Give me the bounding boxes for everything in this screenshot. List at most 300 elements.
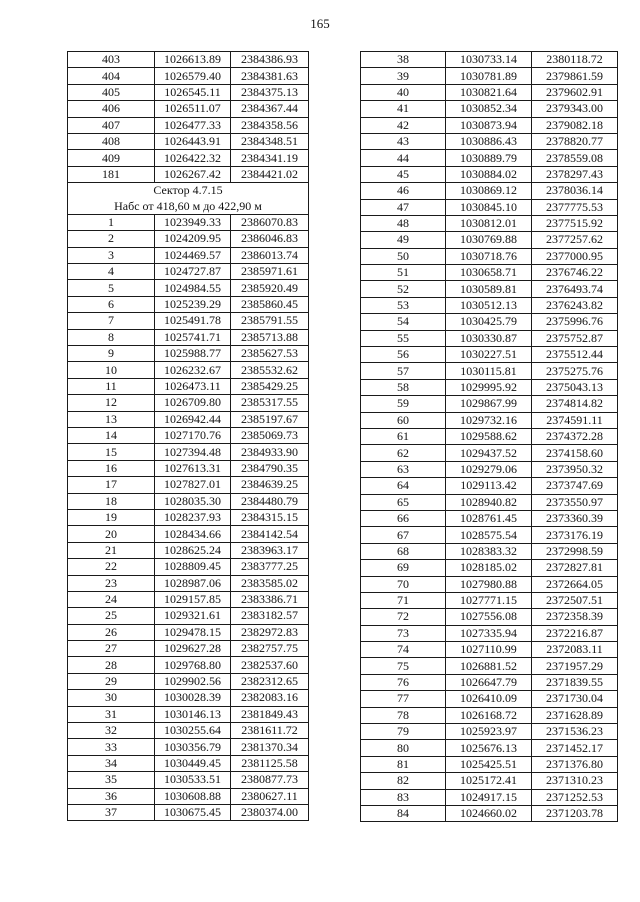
x-coordinate-cell: 1025741.71: [155, 329, 231, 345]
point-number-cell: 37: [68, 804, 155, 820]
point-number-cell: 2: [68, 231, 155, 247]
x-coordinate-cell: 1025988.77: [155, 346, 231, 362]
table-row: [68, 755, 309, 771]
point-number-cell: 28: [68, 657, 155, 673]
y-coordinate-cell: 2371452.17: [532, 740, 618, 756]
table-row: [68, 280, 309, 296]
y-coordinate-cell: 2371839.55: [532, 674, 618, 690]
table-row: [361, 510, 618, 526]
x-coordinate-cell: 1030733.14: [446, 52, 532, 68]
y-coordinate-cell: 2385627.53: [231, 346, 309, 362]
point-number-cell: 71: [361, 592, 446, 608]
y-coordinate-cell: 2379343.00: [532, 101, 618, 117]
point-number-cell: 9: [68, 346, 155, 362]
x-coordinate-cell: 1030889.79: [446, 150, 532, 166]
x-coordinate-cell: 1028987.06: [155, 575, 231, 591]
x-coordinate-cell: 1030821.64: [446, 84, 532, 100]
point-number-cell: 57: [361, 363, 446, 379]
y-coordinate-cell: 2378297.43: [532, 166, 618, 182]
x-coordinate-cell: 1030675.45: [155, 804, 231, 820]
table-row: [68, 706, 309, 722]
y-coordinate-cell: 2384790.35: [231, 460, 309, 476]
y-coordinate-cell: 2385317.55: [231, 395, 309, 411]
table-row: [361, 789, 618, 805]
table-row: [68, 690, 309, 706]
x-coordinate-cell: 1025172.41: [446, 773, 532, 789]
y-coordinate-cell: 2376243.82: [532, 297, 618, 313]
y-coordinate-cell: 2380374.00: [231, 804, 309, 820]
y-coordinate-cell: 2379602.91: [532, 84, 618, 100]
right-rows: [361, 52, 618, 822]
table-row: [361, 330, 618, 346]
table-row: [361, 101, 618, 117]
table-row: [361, 756, 618, 772]
x-coordinate-cell: 1030884.02: [446, 166, 532, 182]
y-coordinate-cell: 2378036.14: [532, 183, 618, 199]
point-number-cell: 60: [361, 412, 446, 428]
point-number-cell: 35: [68, 772, 155, 788]
x-coordinate-cell: 1026511.07: [155, 101, 231, 117]
table-row: [68, 84, 309, 100]
table-row: [361, 494, 618, 510]
x-coordinate-cell: 1030146.13: [155, 706, 231, 722]
table-row: [68, 214, 309, 230]
x-coordinate-cell: 1023949.33: [155, 214, 231, 230]
point-number-cell: 65: [361, 494, 446, 510]
point-number-cell: 64: [361, 478, 446, 494]
table-row: [361, 543, 618, 559]
table-row: [68, 166, 309, 182]
point-number-cell: 181: [68, 166, 155, 182]
x-coordinate-cell: 1024209.95: [155, 231, 231, 247]
point-number-cell: 5: [68, 280, 155, 296]
x-coordinate-cell: 1026613.89: [155, 52, 231, 68]
x-coordinate-cell: 1030769.88: [446, 232, 532, 248]
x-coordinate-cell: 1024660.02: [446, 805, 532, 821]
y-coordinate-cell: 2377257.62: [532, 232, 618, 248]
table-row: [68, 509, 309, 525]
y-coordinate-cell: 2382537.60: [231, 657, 309, 673]
point-number-cell: 82: [361, 773, 446, 789]
y-coordinate-cell: 2385429.25: [231, 378, 309, 394]
point-number-cell: 25: [68, 608, 155, 624]
point-number-cell: 6: [68, 296, 155, 312]
y-coordinate-cell: 2377775.53: [532, 199, 618, 215]
table-row: [361, 478, 618, 494]
y-coordinate-cell: 2385532.62: [231, 362, 309, 378]
point-number-cell: 33: [68, 739, 155, 755]
section-title-cell: [68, 183, 309, 215]
table-row: [361, 199, 618, 215]
table-row: [68, 346, 309, 362]
point-number-cell: 39: [361, 68, 446, 84]
y-coordinate-cell: 2383777.25: [231, 559, 309, 575]
x-coordinate-cell: 1029157.85: [155, 591, 231, 607]
y-coordinate-cell: 2372358.39: [532, 609, 618, 625]
x-coordinate-cell: 1026881.52: [446, 658, 532, 674]
y-coordinate-cell: 2382312.65: [231, 673, 309, 689]
x-coordinate-cell: 1029113.42: [446, 478, 532, 494]
x-coordinate-cell: 1027335.94: [446, 625, 532, 641]
point-number-cell: 61: [361, 428, 446, 444]
y-coordinate-cell: 2383585.02: [231, 575, 309, 591]
point-number-cell: 73: [361, 625, 446, 641]
x-coordinate-cell: 1030845.10: [446, 199, 532, 215]
point-number-cell: 62: [361, 445, 446, 461]
section-title: Сектор 4.7.15: [153, 183, 223, 198]
table-row: [68, 739, 309, 755]
table-row: [361, 117, 618, 133]
table-row: [361, 625, 618, 641]
y-coordinate-cell: 2381125.58: [231, 755, 309, 771]
point-number-cell: 70: [361, 576, 446, 592]
y-coordinate-cell: 2384639.25: [231, 477, 309, 493]
y-coordinate-cell: 2375512.44: [532, 347, 618, 363]
point-number-cell: 74: [361, 642, 446, 658]
table-row: [361, 166, 618, 182]
point-number-cell: 55: [361, 330, 446, 346]
point-number-cell: 68: [361, 543, 446, 559]
x-coordinate-cell: 1028434.66: [155, 526, 231, 542]
x-coordinate-cell: 1026545.11: [155, 84, 231, 100]
point-number-cell: 63: [361, 461, 446, 477]
point-number-cell: 17: [68, 477, 155, 493]
point-number-cell: 11: [68, 378, 155, 394]
point-number-cell: 50: [361, 248, 446, 264]
x-coordinate-cell: 1026579.40: [155, 68, 231, 84]
point-number-cell: 22: [68, 559, 155, 575]
y-coordinate-cell: 2386013.74: [231, 247, 309, 263]
y-coordinate-cell: 2372507.51: [532, 592, 618, 608]
point-number-cell: 56: [361, 347, 446, 363]
y-coordinate-cell: 2385971.61: [231, 264, 309, 280]
y-coordinate-cell: 2380118.72: [532, 52, 618, 68]
point-number-cell: 54: [361, 314, 446, 330]
point-number-cell: 32: [68, 723, 155, 739]
table-row: [68, 591, 309, 607]
point-number-cell: 8: [68, 329, 155, 345]
table-row: [361, 592, 618, 608]
left-rows-top: [68, 52, 309, 183]
y-coordinate-cell: 2372827.81: [532, 560, 618, 576]
table-row: [361, 609, 618, 625]
table-row: [68, 673, 309, 689]
point-number-cell: 77: [361, 691, 446, 707]
table-row: [361, 281, 618, 297]
y-coordinate-cell: 2381611.72: [231, 723, 309, 739]
x-coordinate-cell: 1029627.28: [155, 641, 231, 657]
x-coordinate-cell: 1029902.56: [155, 673, 231, 689]
point-number-cell: 46: [361, 183, 446, 199]
table-row: [361, 773, 618, 789]
y-coordinate-cell: 2373550.97: [532, 494, 618, 510]
point-number-cell: 81: [361, 756, 446, 772]
y-coordinate-cell: 2385197.67: [231, 411, 309, 427]
y-coordinate-cell: 2377000.95: [532, 248, 618, 264]
y-coordinate-cell: 2386070.83: [231, 214, 309, 230]
y-coordinate-cell: 2385713.88: [231, 329, 309, 345]
point-number-cell: 53: [361, 297, 446, 313]
x-coordinate-cell: 1029732.16: [446, 412, 532, 428]
x-coordinate-cell: 1030812.01: [446, 215, 532, 231]
point-number-cell: 42: [361, 117, 446, 133]
x-coordinate-cell: 1030608.88: [155, 788, 231, 804]
table-row: [68, 526, 309, 542]
x-coordinate-cell: 1029588.62: [446, 428, 532, 444]
point-number-cell: 49: [361, 232, 446, 248]
x-coordinate-cell: 1028035.30: [155, 493, 231, 509]
y-coordinate-cell: 2372664.05: [532, 576, 618, 592]
x-coordinate-cell: 1024917.15: [446, 789, 532, 805]
table-row: [68, 247, 309, 263]
x-coordinate-cell: 1028575.54: [446, 527, 532, 543]
y-coordinate-cell: 2375752.87: [532, 330, 618, 346]
point-number-cell: 14: [68, 427, 155, 443]
y-coordinate-cell: 2371957.29: [532, 658, 618, 674]
table-row: [361, 576, 618, 592]
table-row: [361, 740, 618, 756]
table-row: [68, 608, 309, 624]
table-row: [68, 804, 309, 820]
x-coordinate-cell: 1027771.15: [446, 592, 532, 608]
point-number-cell: 34: [68, 755, 155, 771]
table-row: [68, 378, 309, 394]
table-row: [361, 527, 618, 543]
y-coordinate-cell: 2380627.11: [231, 788, 309, 804]
y-coordinate-cell: 2382757.75: [231, 641, 309, 657]
table-row: [361, 724, 618, 740]
table-row: [361, 84, 618, 100]
table-row: [361, 265, 618, 281]
point-number-cell: 30: [68, 690, 155, 706]
x-coordinate-cell: 1030425.79: [446, 314, 532, 330]
x-coordinate-cell: 1027394.48: [155, 444, 231, 460]
table-row: [361, 412, 618, 428]
section-header: [68, 183, 309, 215]
point-number-cell: 58: [361, 379, 446, 395]
y-coordinate-cell: 2374591.11: [532, 412, 618, 428]
x-coordinate-cell: 1030873.94: [446, 117, 532, 133]
table-row: [68, 117, 309, 133]
y-coordinate-cell: 2384348.51: [231, 133, 309, 149]
table-row: [68, 52, 309, 68]
point-number-cell: 44: [361, 150, 446, 166]
table-row: [68, 723, 309, 739]
table-row: [68, 427, 309, 443]
table-row: [361, 445, 618, 461]
x-coordinate-cell: 1027980.88: [446, 576, 532, 592]
point-number-cell: 26: [68, 624, 155, 640]
y-coordinate-cell: 2385860.45: [231, 296, 309, 312]
table-row: [68, 329, 309, 345]
table-row: [361, 347, 618, 363]
point-number-cell: 21: [68, 542, 155, 558]
table-row: [361, 396, 618, 412]
y-coordinate-cell: 2379082.18: [532, 117, 618, 133]
point-number-cell: 43: [361, 133, 446, 149]
y-coordinate-cell: 2373176.19: [532, 527, 618, 543]
x-coordinate-cell: 1024469.57: [155, 247, 231, 263]
table-row: [361, 183, 618, 199]
point-number-cell: 13: [68, 411, 155, 427]
y-coordinate-cell: 2384358.56: [231, 117, 309, 133]
table-row: [361, 232, 618, 248]
table-row: [68, 657, 309, 673]
section-subtitle: Набс от 418,60 м до 422,90 м: [114, 198, 262, 213]
x-coordinate-cell: 1027827.01: [155, 477, 231, 493]
point-number-cell: 1: [68, 214, 155, 230]
point-number-cell: 404: [68, 68, 155, 84]
left-rows-bottom: [68, 214, 309, 820]
y-coordinate-cell: 2384381.63: [231, 68, 309, 84]
table-row: [361, 215, 618, 231]
y-coordinate-cell: 2371376.80: [532, 756, 618, 772]
point-number-cell: 41: [361, 101, 446, 117]
x-coordinate-cell: 1028625.24: [155, 542, 231, 558]
y-coordinate-cell: 2375996.76: [532, 314, 618, 330]
point-number-cell: 69: [361, 560, 446, 576]
x-coordinate-cell: 1025239.29: [155, 296, 231, 312]
x-coordinate-cell: 1030869.12: [446, 183, 532, 199]
point-number-cell: 76: [361, 674, 446, 690]
table-row: [68, 559, 309, 575]
y-coordinate-cell: 2376746.22: [532, 265, 618, 281]
y-coordinate-cell: 2371203.78: [532, 805, 618, 821]
table-row: [361, 133, 618, 149]
table-row: [361, 314, 618, 330]
x-coordinate-cell: 1030449.45: [155, 755, 231, 771]
table-row: [361, 805, 618, 821]
point-number-cell: 408: [68, 133, 155, 149]
table-row: [361, 363, 618, 379]
x-coordinate-cell: 1026232.67: [155, 362, 231, 378]
point-number-cell: 27: [68, 641, 155, 657]
y-coordinate-cell: 2374814.82: [532, 396, 618, 412]
y-coordinate-cell: 2383182.57: [231, 608, 309, 624]
table-row: [68, 575, 309, 591]
table-row: [361, 428, 618, 444]
y-coordinate-cell: 2384142.54: [231, 526, 309, 542]
y-coordinate-cell: 2372216.87: [532, 625, 618, 641]
y-coordinate-cell: 2371536.23: [532, 724, 618, 740]
table-row: [361, 461, 618, 477]
point-number-cell: 15: [68, 444, 155, 460]
point-number-cell: 84: [361, 805, 446, 821]
x-coordinate-cell: 1025491.78: [155, 313, 231, 329]
y-coordinate-cell: 2374372.28: [532, 428, 618, 444]
x-coordinate-cell: 1026410.09: [446, 691, 532, 707]
x-coordinate-cell: 1030589.81: [446, 281, 532, 297]
y-coordinate-cell: 2384367.44: [231, 101, 309, 117]
y-coordinate-cell: 2385920.49: [231, 280, 309, 296]
point-number-cell: 31: [68, 706, 155, 722]
point-number-cell: 45: [361, 166, 446, 182]
point-number-cell: 7: [68, 313, 155, 329]
y-coordinate-cell: 2372083.11: [532, 642, 618, 658]
x-coordinate-cell: 1030512.13: [446, 297, 532, 313]
table-row: [361, 248, 618, 264]
y-coordinate-cell: 2373950.32: [532, 461, 618, 477]
x-coordinate-cell: 1027110.99: [446, 642, 532, 658]
point-number-cell: 47: [361, 199, 446, 215]
table-row: [68, 68, 309, 84]
point-number-cell: 23: [68, 575, 155, 591]
table-row: [68, 624, 309, 640]
table-row: [361, 707, 618, 723]
x-coordinate-cell: 1030028.39: [155, 690, 231, 706]
x-coordinate-cell: 1030255.64: [155, 723, 231, 739]
point-number-cell: 3: [68, 247, 155, 263]
table-row: [68, 296, 309, 312]
y-coordinate-cell: 2381849.43: [231, 706, 309, 722]
y-coordinate-cell: 2380877.73: [231, 772, 309, 788]
table-row: [361, 150, 618, 166]
point-number-cell: 4: [68, 264, 155, 280]
x-coordinate-cell: 1026709.80: [155, 395, 231, 411]
x-coordinate-cell: 1030658.71: [446, 265, 532, 281]
point-number-cell: 20: [68, 526, 155, 542]
y-coordinate-cell: 2373360.39: [532, 510, 618, 526]
point-number-cell: 59: [361, 396, 446, 412]
y-coordinate-cell: 2385791.55: [231, 313, 309, 329]
point-number-cell: 80: [361, 740, 446, 756]
table-row: [68, 788, 309, 804]
table-row: [361, 68, 618, 84]
point-number-cell: 79: [361, 724, 446, 740]
y-coordinate-cell: 2375275.76: [532, 363, 618, 379]
y-coordinate-cell: 2377515.92: [532, 215, 618, 231]
x-coordinate-cell: 1030781.89: [446, 68, 532, 84]
x-coordinate-cell: 1028237.93: [155, 509, 231, 525]
table-row: [361, 658, 618, 674]
x-coordinate-cell: 1028383.32: [446, 543, 532, 559]
x-coordinate-cell: 1025676.13: [446, 740, 532, 756]
y-coordinate-cell: 2383386.71: [231, 591, 309, 607]
y-coordinate-cell: 2384315.15: [231, 509, 309, 525]
y-coordinate-cell: 2371310.23: [532, 773, 618, 789]
x-coordinate-cell: 1025425.51: [446, 756, 532, 772]
x-coordinate-cell: 1026647.79: [446, 674, 532, 690]
x-coordinate-cell: 1030533.51: [155, 772, 231, 788]
point-number-cell: 10: [68, 362, 155, 378]
table-row: [361, 642, 618, 658]
table-row: [361, 297, 618, 313]
point-number-cell: 38: [361, 52, 446, 68]
x-coordinate-cell: 1029437.52: [446, 445, 532, 461]
table-row: [68, 460, 309, 476]
x-coordinate-cell: 1028940.82: [446, 494, 532, 510]
x-coordinate-cell: 1030886.43: [446, 133, 532, 149]
table-row: [68, 411, 309, 427]
x-coordinate-cell: 1029995.92: [446, 379, 532, 395]
point-number-cell: 403: [68, 52, 155, 68]
x-coordinate-cell: 1026942.44: [155, 411, 231, 427]
y-coordinate-cell: 2384421.02: [231, 166, 309, 182]
point-number-cell: 18: [68, 493, 155, 509]
x-coordinate-cell: 1025923.97: [446, 724, 532, 740]
x-coordinate-cell: 1027556.08: [446, 609, 532, 625]
x-coordinate-cell: 1029321.61: [155, 608, 231, 624]
point-number-cell: 66: [361, 510, 446, 526]
table-row: [68, 542, 309, 558]
x-coordinate-cell: 1024727.87: [155, 264, 231, 280]
coordinates-table-right: [360, 51, 618, 822]
point-number-cell: 19: [68, 509, 155, 525]
table-row: [361, 674, 618, 690]
table-row: [361, 560, 618, 576]
point-number-cell: 407: [68, 117, 155, 133]
point-number-cell: 16: [68, 460, 155, 476]
